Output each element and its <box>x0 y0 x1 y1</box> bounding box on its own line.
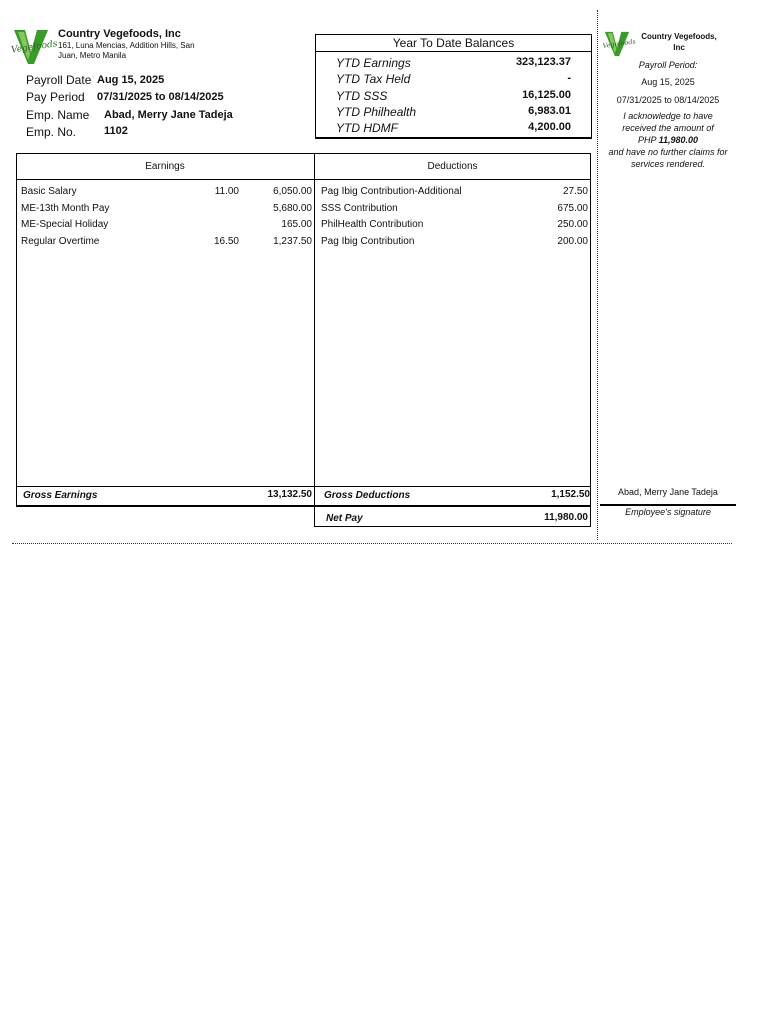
gross-earnings-label: Gross Earnings <box>23 490 98 501</box>
emp-name-label: Emp. Name <box>26 108 90 122</box>
company-address-line2: Juan, Metro Manila <box>58 51 127 60</box>
deduction-name: Pag Ibig Contribution-Additional <box>321 186 462 197</box>
company-address <box>58 41 195 61</box>
ytd-value: - <box>567 72 571 84</box>
stub-period-label: Payroll Period: <box>638 60 698 70</box>
deduction-amount: 200.00 <box>557 236 588 247</box>
earnings-header: Earnings <box>145 161 185 172</box>
table-top-border <box>16 153 591 154</box>
deduction-amount: 675.00 <box>557 203 588 214</box>
company-logo <box>10 28 59 66</box>
earnings-row <box>21 202 312 216</box>
signature-label: Employee's signature <box>625 507 711 517</box>
earning-amount: 5,680.00 <box>273 203 312 214</box>
deductions-header: Deductions <box>427 161 478 172</box>
earnings-row <box>21 218 312 232</box>
deductions-row <box>321 218 588 232</box>
signature-line <box>600 504 736 506</box>
ytd-value: 16,125.00 <box>522 89 571 101</box>
earnings-row <box>21 235 312 249</box>
earning-amount: 1,237.50 <box>273 236 312 247</box>
company-address-line1: 161, Luna Mencias, Addition Hills, San <box>58 41 195 50</box>
ack-amount: 11,980.00 <box>658 135 699 145</box>
ytd-row <box>336 89 571 105</box>
ytd-label: YTD HDMF <box>336 121 398 135</box>
deduction-name: Pag Ibig Contribution <box>321 236 415 247</box>
stub-company-name <box>632 31 726 53</box>
ytd-value: 4,200.00 <box>528 121 571 133</box>
table-left-border <box>16 153 17 506</box>
ack-line3: and have no further claims for <box>608 147 728 157</box>
ack-line1: I acknowledge to have <box>623 111 713 121</box>
table-totals-bottom-border <box>16 505 591 507</box>
earning-amount: 165.00 <box>281 219 312 230</box>
ytd-value: 6,983.01 <box>528 105 571 117</box>
deduction-name: PhilHealth Contribution <box>321 219 424 230</box>
table-middle-divider <box>314 153 315 527</box>
emp-name-value: Abad, Merry Jane Tadeja <box>104 109 233 121</box>
earning-amount: 6,050.00 <box>273 186 312 197</box>
ytd-row <box>336 72 571 88</box>
gross-deductions-label: Gross Deductions <box>324 490 411 501</box>
deduction-name: SSS Contribution <box>321 203 398 214</box>
gross-earnings-value: 13,132.50 <box>267 489 312 500</box>
ytd-row <box>336 121 571 137</box>
ytd-row <box>336 56 571 72</box>
emp-no-label: Emp. No. <box>26 125 77 139</box>
deduction-amount: 250.00 <box>557 219 588 230</box>
ack-prefix: PHP <box>637 135 657 145</box>
stub-acknowledgement <box>600 110 736 170</box>
stub-company-name-line1: Country Vegefoods, <box>641 32 717 41</box>
stub-employee-name: Abad, Merry Jane Tadeja <box>618 487 718 497</box>
company-name: Country Vegefoods, Inc <box>58 28 181 40</box>
net-pay-label: Net Pay <box>326 513 363 524</box>
deductions-row <box>321 202 588 216</box>
svg-text:Vegefoods: Vegefoods <box>602 37 637 50</box>
ytd-row <box>336 105 571 121</box>
stub-company-name-line2: Inc <box>673 43 685 52</box>
deduction-amount: 27.50 <box>562 186 588 197</box>
stub-date: Aug 15, 2025 <box>641 77 695 87</box>
ytd-label: YTD Tax Held <box>336 72 411 86</box>
ack-amount-line <box>600 134 736 146</box>
ytd-label: YTD Earnings <box>336 56 411 70</box>
earning-qty: 11.00 <box>214 186 239 197</box>
earning-name: ME-13th Month Pay <box>21 203 110 214</box>
earning-qty: 16.50 <box>213 236 239 247</box>
earnings-row <box>21 185 312 199</box>
ytd-balances-box <box>315 34 592 139</box>
table-header-border <box>16 179 591 180</box>
earning-name: ME-Special Holiday <box>21 219 109 230</box>
net-pay-value: 11,980.00 <box>544 512 588 523</box>
gross-deductions-value: 1,152.50 <box>551 489 590 500</box>
ack-line2: received the amount of <box>622 123 714 133</box>
table-right-border <box>590 153 591 527</box>
emp-no-value: 1102 <box>104 125 128 137</box>
deductions-row <box>321 185 588 199</box>
ytd-label: YTD Philhealth <box>336 105 417 119</box>
earning-name: Regular Overtime <box>21 236 100 247</box>
svg-text:Vegefoods: Vegefoods <box>10 39 59 56</box>
payroll-date-value: Aug 15, 2025 <box>97 74 165 86</box>
stub-period: 07/31/2025 to 08/14/2025 <box>616 95 720 105</box>
payroll-date-label: Payroll Date <box>26 73 92 87</box>
table-totals-top-border <box>16 486 591 487</box>
earning-name: Basic Salary <box>21 186 77 197</box>
net-pay-bottom-border <box>314 526 591 527</box>
ytd-title: Year To Date Balances <box>316 35 591 52</box>
ack-line4: services rendered. <box>630 159 706 169</box>
stub-company-logo <box>602 30 637 58</box>
ytd-value: 323,123.37 <box>515 56 571 68</box>
horizontal-cut-line <box>12 543 732 544</box>
pay-period-label: Pay Period <box>26 90 85 104</box>
vertical-cut-line <box>597 10 598 540</box>
pay-period-value: 07/31/2025 to 08/14/2025 <box>97 91 224 103</box>
ytd-label: YTD SSS <box>336 89 388 103</box>
deductions-row <box>321 235 588 249</box>
